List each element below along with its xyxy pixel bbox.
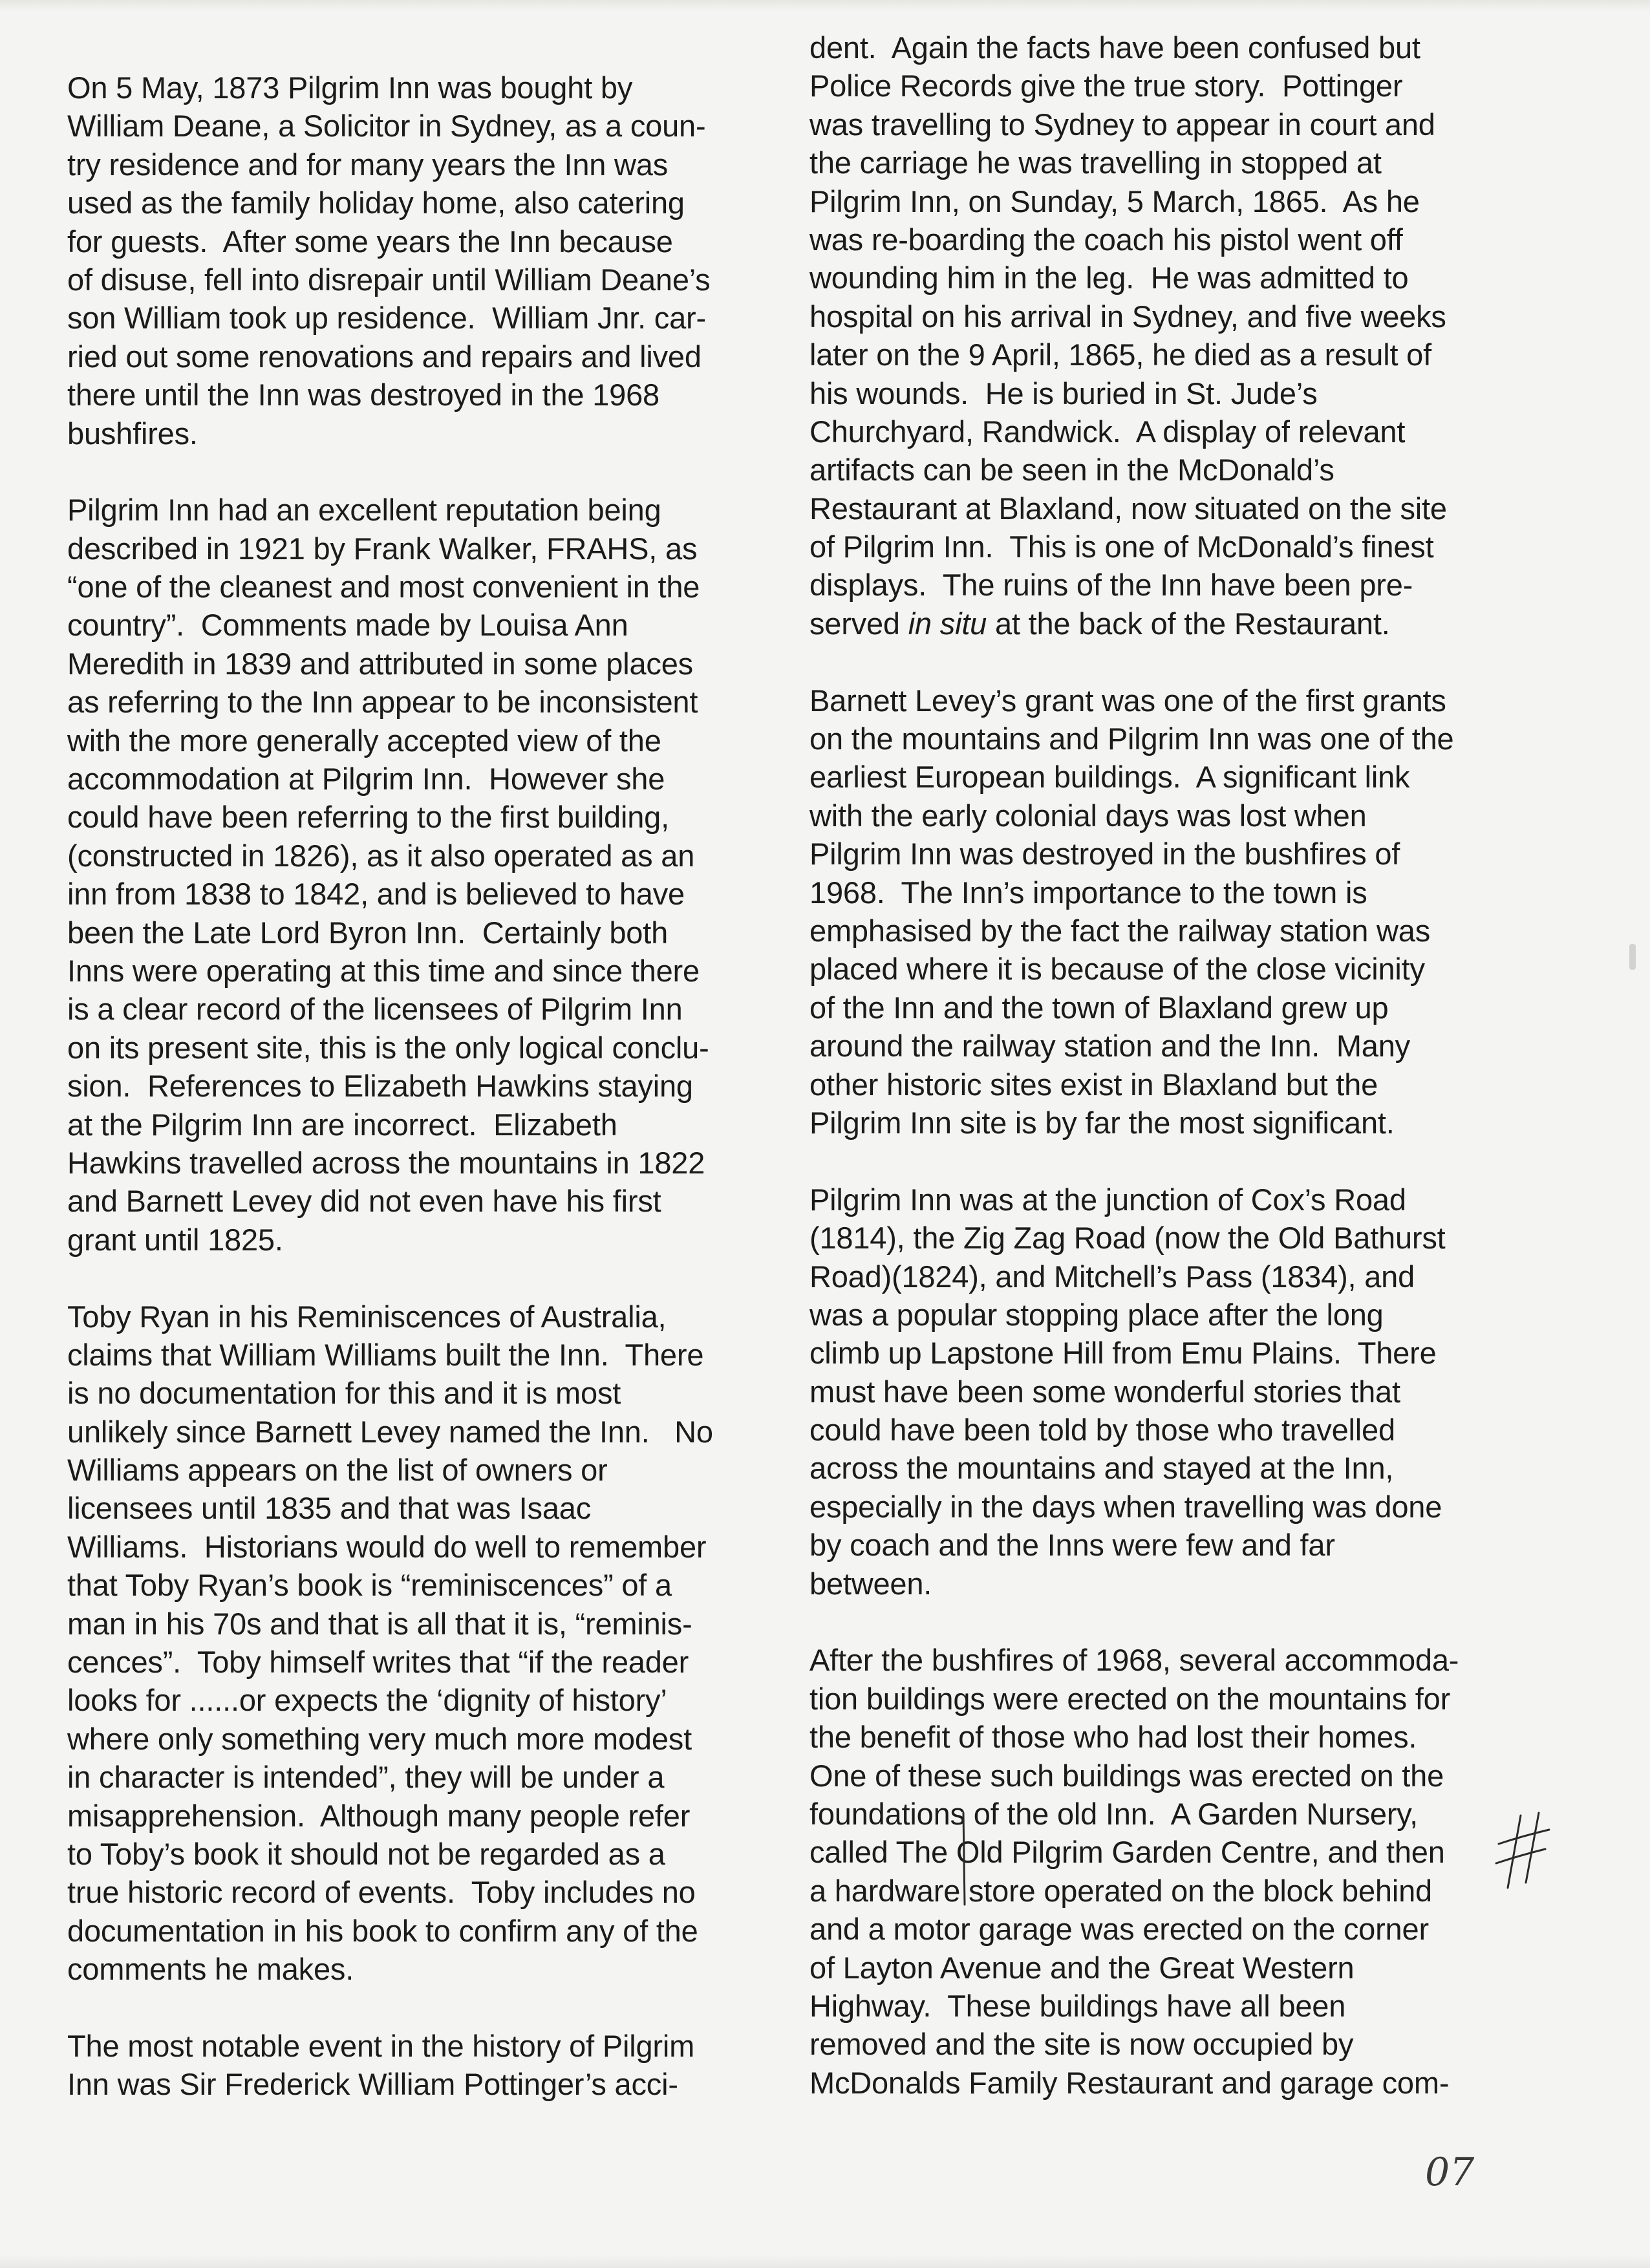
text-line: bushfires. xyxy=(67,416,198,451)
handwritten-insert-stroke xyxy=(957,1810,970,1907)
text-line: on its present site, this is the only logical conclu- xyxy=(67,1030,709,1065)
text-line: on the mountains and Pilgrim Inn was one of the xyxy=(809,722,1454,756)
left-text-column xyxy=(67,69,811,2142)
text-line: tion buildings were erected on the mountains for xyxy=(809,1681,1451,1716)
text-line: Police Records give the true story. Pottinger xyxy=(809,69,1403,103)
paragraph xyxy=(809,681,1553,1142)
text-line: looks for ......or expects the ‘dignity of history’ xyxy=(67,1683,667,1718)
text-line: especially in the days when travelling was done xyxy=(809,1489,1442,1524)
text-line: wounding him in the leg. He was admitted to xyxy=(809,261,1409,295)
text-line: removed and the site is now occupied by xyxy=(809,2027,1354,2062)
text-line: true historic record of events. Toby includes no xyxy=(67,1875,696,1910)
text-line: Highway. These buildings have all been xyxy=(809,1988,1346,2023)
text-line: at the Pilgrim Inn are incorrect. Elizabeth xyxy=(67,1107,617,1142)
text-line: Pilgrim Inn site is by far the most significant. xyxy=(809,1105,1395,1140)
text-line: dent. Again the facts have been confused but xyxy=(809,30,1420,65)
text-line: Road)(1824), and Mitchell’s Pass (1834), and xyxy=(809,1259,1415,1294)
text-line: around the railway station and the Inn. Many xyxy=(809,1029,1410,1064)
text-line: (constructed in 1826), as it also operated as an xyxy=(67,838,695,873)
text-line: of the Inn and the town of Blaxland grew up xyxy=(809,990,1389,1025)
text-line: man in his 70s and that is all that it is, “reminis- xyxy=(67,1606,692,1641)
text-line: is a clear record of the licensees of Pilgrim Inn xyxy=(67,992,683,1027)
text-line: “one of the cleanest and most convenient in the xyxy=(67,570,700,604)
text-line: displays. The ruins of the Inn have been pre- xyxy=(809,568,1413,603)
text-line: Inns were operating at this time and since there xyxy=(67,953,700,988)
paragraph xyxy=(67,69,811,453)
text-line: Hawkins travelled across the mountains in 1822 xyxy=(67,1145,705,1180)
text-line: with the early colonial days was lost when xyxy=(809,798,1367,833)
text-line: for guests. After some years the Inn because xyxy=(67,224,673,259)
text-line: Barnett Levey’s grant was one of the first grants xyxy=(809,683,1446,718)
text-line: served in situ at the back of the Restaurant. xyxy=(809,606,1390,641)
text-line: other historic sites exist in Blaxland but the xyxy=(809,1067,1378,1102)
scan-speck xyxy=(1629,944,1636,970)
text-line: One of these such buildings was erected on the xyxy=(809,1758,1444,1793)
text-line: by coach and the Inns were few and far xyxy=(809,1528,1335,1563)
text-line: After the bushfires of 1968, several accommoda- xyxy=(809,1643,1459,1678)
text-line: ried out some renovations and repairs and lived xyxy=(67,339,702,374)
text-line: inn from 1838 to 1842, and is believed to have xyxy=(67,877,685,912)
text-line: foundations of the old Inn. A Garden Nursery, xyxy=(809,1796,1418,1831)
text-line: of disuse, fell into disrepair until William Deane’s xyxy=(67,262,711,297)
text-line: used as the family holiday home, also catering xyxy=(67,186,685,220)
text-line: Pilgrim Inn, on Sunday, 5 March, 1865. As he xyxy=(809,184,1420,219)
text-line: claims that William Williams built the Inn. There xyxy=(67,1337,704,1372)
text-line: the benefit of those who had lost their homes. xyxy=(809,1720,1417,1755)
text-line: to Toby’s book it should not be regarded as a xyxy=(67,1836,665,1871)
text-line: (1814), the Zig Zag Road (now the Old Bathurst xyxy=(809,1221,1446,1256)
paragraph xyxy=(809,28,1553,643)
text-line: across the mountains and stayed at the Inn, xyxy=(809,1451,1394,1486)
scan-edge-top xyxy=(0,0,1650,12)
text-line: Toby Ryan in his Reminiscences of Australia, xyxy=(67,1299,667,1334)
text-line: William Deane, a Solicitor in Sydney, as a coun- xyxy=(67,109,706,144)
text-line: Inn was Sir Frederick William Pottinger’s acci- xyxy=(67,2067,678,2102)
text-line: a hardware store operated on the block behind xyxy=(809,1873,1432,1908)
text-line: Williams. Historians would do well to remember xyxy=(67,1529,707,1564)
text-line: Churchyard, Randwick. A display of relevant xyxy=(809,414,1406,449)
text-line: described in 1921 by Frank Walker, FRAHS, as xyxy=(67,531,698,566)
italic-phrase: in situ xyxy=(908,606,987,641)
text-line: in character is intended”, they will be under a xyxy=(67,1760,665,1795)
paragraph xyxy=(67,491,811,1259)
text-line: On 5 May, 1873 Pilgrim Inn was bought by xyxy=(67,70,633,105)
text-line: hospital on his arrival in Sydney, and five weeks xyxy=(809,299,1446,334)
text-line: was re-boarding the coach his pistol went off xyxy=(809,222,1403,257)
text-line: and a motor garage was erected on the corner xyxy=(809,1912,1429,1947)
handwritten-page-number xyxy=(1422,2145,1506,2197)
text-line: as referring to the Inn appear to be inconsistent xyxy=(67,685,698,720)
text-line: called The Old Pilgrim Garden Centre, and then xyxy=(809,1835,1445,1870)
text-line: Pilgrim Inn was at the junction of Cox’s Road xyxy=(809,1182,1406,1217)
text-line: climb up Lapstone Hill from Emu Plains. There xyxy=(809,1336,1437,1371)
text-line: artifacts can be seen in the McDonald’s xyxy=(809,453,1334,487)
text-line: documentation in his book to confirm any of the xyxy=(67,1913,698,1948)
text-line: his wounds. He is buried in St. Jude’s xyxy=(809,376,1318,411)
text-line: McDonalds Family Restaurant and garage com- xyxy=(809,2065,1450,2100)
text-line: of Layton Avenue and the Great Western xyxy=(809,1950,1355,1985)
text-line: licensees until 1835 and that was Isaac xyxy=(67,1491,591,1526)
right-text-column xyxy=(809,28,1553,2140)
text-line: between. xyxy=(809,1566,932,1601)
text-line: Meredith in 1839 and attributed in some places xyxy=(67,646,693,681)
text-line: was travelling to Sydney to appear in court and xyxy=(809,107,1435,142)
paragraph xyxy=(67,1298,811,1989)
text-line: cences”. Toby himself writes that “if the reader xyxy=(67,1645,689,1680)
text-line: been the Late Lord Byron Inn. Certainly both xyxy=(67,915,669,950)
text-line: and Barnett Levey did not even have his first xyxy=(67,1184,661,1219)
text-line: grant until 1825. xyxy=(67,1222,283,1257)
paragraph xyxy=(67,2027,811,2104)
text-line: of Pilgrim Inn. This is one of McDonald’s finest xyxy=(809,530,1434,564)
text-line: sion. References to Elizabeth Hawkins staying xyxy=(67,1069,693,1104)
text-line: placed where it is because of the close vicinity xyxy=(809,952,1425,987)
text-line: could have been told by those who travelled xyxy=(809,1413,1395,1448)
text-line: country”. Comments made by Louisa Ann xyxy=(67,608,628,643)
text-line: comments he makes. xyxy=(67,1952,354,1987)
text-line: Restaurant at Blaxland, now situated on the site xyxy=(809,491,1447,526)
text-line: that Toby Ryan’s book is “reminiscences” of a xyxy=(67,1568,672,1603)
text-line: was a popular stopping place after the long xyxy=(809,1297,1384,1332)
text-line: unlikely since Barnett Levey named the Inn. No xyxy=(67,1414,713,1449)
text-line: later on the 9 April, 1865, he died as a result of xyxy=(809,337,1431,372)
text-line: The most notable event in the history of Pilgrim xyxy=(67,2028,695,2063)
text-line: is no documentation for this and it is most xyxy=(67,1376,621,1411)
text-line: accommodation at Pilgrim Inn. However she xyxy=(67,762,665,797)
text-line: with the more generally accepted view of the xyxy=(67,723,661,758)
text-line: earliest European buildings. A significant link xyxy=(809,760,1410,795)
text-line: Williams appears on the list of owners or xyxy=(67,1453,608,1488)
text-line: where only something very much more modest xyxy=(67,1721,692,1756)
text-line: could have been referring to the first building, xyxy=(67,800,669,835)
handwritten-hash-mark xyxy=(1494,1810,1552,1894)
paragraph xyxy=(809,1181,1553,1603)
text-line: Pilgrim Inn had an excellent reputation being xyxy=(67,493,661,528)
text-line: Pilgrim Inn was destroyed in the bushfires of xyxy=(809,837,1400,872)
text-line: son William took up residence. William Jnr. car- xyxy=(67,301,706,336)
text-line: the carriage he was travelling in stopped at xyxy=(809,145,1382,180)
text-line: must have been some wonderful stories that xyxy=(809,1374,1400,1409)
scan-edge-bottom xyxy=(0,2255,1650,2268)
text-line: misapprehension. Although many people refer xyxy=(67,1798,691,1833)
page-number-text: 07 xyxy=(1425,2150,1475,2195)
text-line: 1968. The Inn’s importance to the town is xyxy=(809,875,1367,910)
paragraph xyxy=(809,1641,1553,2102)
text-line: there until the Inn was destroyed in the 1968 xyxy=(67,378,659,412)
text-line: try residence and for many years the Inn was xyxy=(67,147,669,182)
text-line: emphasised by the fact the railway station was xyxy=(809,913,1431,948)
